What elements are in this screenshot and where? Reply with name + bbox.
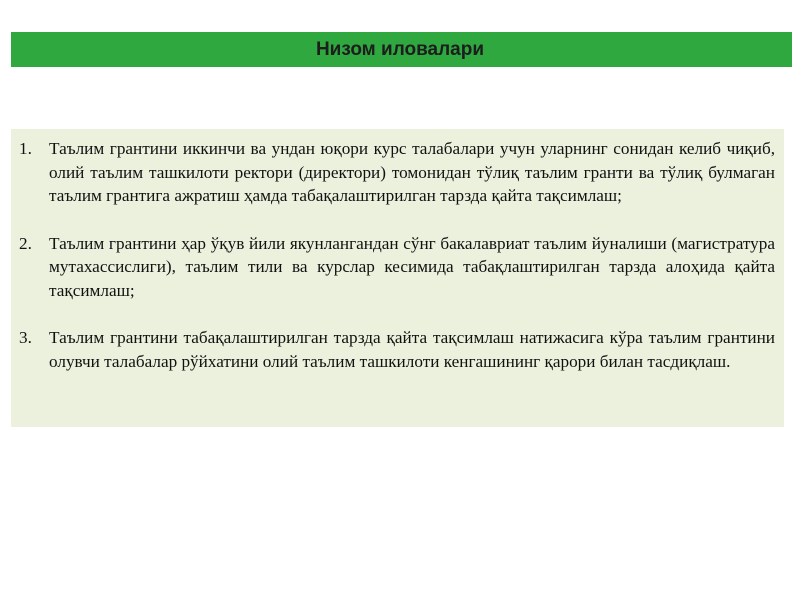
list-item-text: Таълим грантини ҳар ўқув йили якунлангандан сўнг бакалавриат таълим йуналиши (магистратура мутахассислиги), таълим тили ва курслар кесимида табақлаштирилган тарзда алоҳида қайта тақсимлаш;: [49, 233, 775, 300]
list-item-2: [19, 232, 775, 303]
list-item-3: [19, 326, 775, 373]
content-box: [11, 129, 784, 427]
list-item-1: [19, 137, 775, 208]
list-item-number: 3.: [19, 328, 32, 347]
page-title: Низом иловалари: [315, 39, 485, 60]
list-item-text: Таълим грантини табақалаштирилган тарзда қайта тақсимлаш натижасига кўра таълим грантини олувчи талабалар рўйхатини олий таълим ташкилоти кенгашининг қарори билан тасдиқлаш.: [49, 328, 775, 371]
title-bar: [11, 32, 792, 67]
numbered-list: [19, 137, 775, 373]
list-item-number: 2.: [19, 233, 32, 253]
list-item-text: Таълим грантини иккинчи ва ундан юқори курс талабалари учун уларнинг сонидан келиб чиқиб, олий таълим ташкилоти ректори (директори) томонидан тўлиқ таълим гранти ва тўлиқ булмаган таълим грантига ажратиш ҳамда табақалаштирилган тарзда қайта тақсимлаш;: [49, 139, 775, 205]
list-item-number: 1.: [19, 139, 32, 158]
